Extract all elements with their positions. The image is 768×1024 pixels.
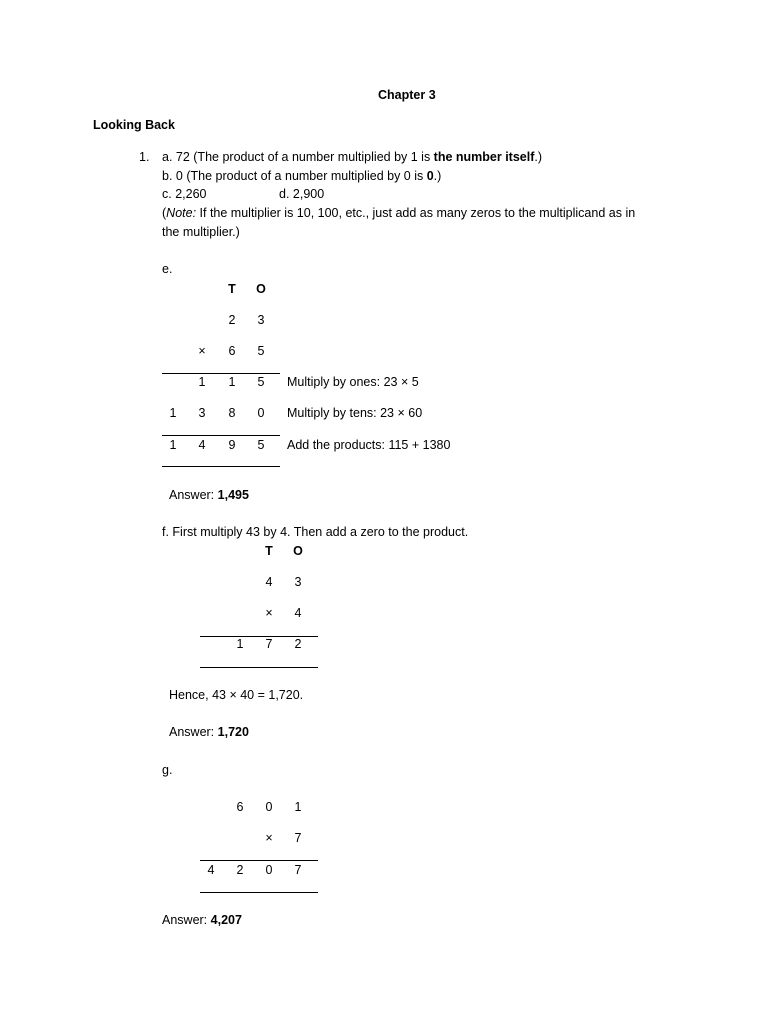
part-e-partial1-digit: 5 [257,375,265,389]
part-f-multiplicand-digit: 3 [294,575,302,589]
item-b-bold: 0 [426,169,434,183]
part-e-sum-digit: 9 [228,438,236,452]
part-e-partial1-digit: 1 [198,375,206,389]
note-open: ( [162,206,167,220]
part-f-answer-value: 1,720 [217,725,249,739]
item-number: 1. [139,150,150,164]
part-g-rule-2 [200,892,318,893]
item-b [162,169,441,184]
part-e-sum-digit: 4 [198,438,206,452]
item-c: c. 2,260 [162,187,207,201]
chapter-title: Chapter 3 [378,88,436,102]
part-e-times-sign: × [198,344,206,358]
item-a [162,150,542,165]
part-e-multiplier-digit: 6 [228,344,236,358]
part-g-label: g. [162,763,173,777]
part-f-header-ones: O [293,544,303,558]
part-f-label: f. First multiply 43 by 4. Then add a zero to the product. [162,525,469,539]
part-e-answer [169,488,249,503]
part-e-header-ones: O [256,282,266,296]
part-e-partial2-digit: 0 [257,406,265,420]
part-g-product-digit: 7 [294,863,302,877]
part-e-partial2-digit: 3 [198,406,206,420]
part-g-answer-value: 4,207 [210,913,242,927]
part-e-partial1-note: Multiply by ones: 23 × 5 [287,375,419,389]
part-f-times-sign: × [265,606,273,620]
part-g-rule-1 [200,860,318,861]
part-f-product-digit: 2 [294,637,302,651]
part-e-rule-1 [162,373,280,374]
part-g-product-digit: 0 [265,863,273,877]
part-e-rule-2 [162,435,280,436]
part-e-answer-label: Answer: [169,488,218,502]
part-g-times-sign: × [265,831,273,845]
part-e-sum-note: Add the products: 115 + 1380 [287,438,451,452]
part-f-hence: Hence, 43 × 40 = 1,720. [169,688,304,702]
part-f-rule-2 [200,667,318,668]
part-g-answer-label: Answer: [162,913,211,927]
part-f-answer [169,725,249,740]
part-f-product-digit: 1 [236,637,244,651]
part-e-answer-value: 1,495 [217,488,249,502]
note-line-1 [162,206,635,221]
part-e-sum-digit: 1 [169,438,177,452]
part-g-product-digit: 4 [207,863,215,877]
part-e-multiplicand-digit: 3 [257,313,265,327]
part-g-multiplicand-digit: 6 [236,800,244,814]
part-e-label: e. [162,262,173,276]
part-e-header-tens: T [228,282,236,296]
part-e-partial2-digit: 1 [169,406,177,420]
part-f-multiplicand-digit: 4 [265,575,273,589]
item-a-prefix: a. 72 (The product of a number multiplied by 1 is [162,150,434,164]
note-label: Note: [166,206,197,220]
part-g-multiplier-digit: 7 [294,831,302,845]
note-text-1: If the multiplier is 10, 100, etc., just add as many zeros to the multiplicand as in [196,206,636,220]
part-f-answer-label: Answer: [169,725,218,739]
part-f-product-digit: 7 [265,637,273,651]
part-e-rule-3 [162,466,280,467]
part-g-product-digit: 2 [236,863,244,877]
part-e-sum-digit: 5 [257,438,265,452]
part-e-multiplier-digit: 5 [257,344,265,358]
part-e-multiplicand-digit: 2 [228,313,236,327]
note-line-2: the multiplier.) [162,225,240,239]
part-g-multiplicand-digit: 1 [294,800,302,814]
item-b-suffix: .) [433,169,442,183]
item-a-bold: the number itself [433,150,535,164]
item-d: d. 2,900 [279,187,325,201]
part-f-multiplier-digit: 4 [294,606,302,620]
part-g-answer [162,913,242,928]
part-f-header-tens: T [265,544,273,558]
part-e-partial2-note: Multiply by tens: 23 × 60 [287,406,423,420]
item-a-suffix: .) [534,150,543,164]
part-e-partial1-digit: 1 [228,375,236,389]
part-g-multiplicand-digit: 0 [265,800,273,814]
item-b-prefix: b. 0 (The product of a number multiplied by 0 is [162,169,427,183]
part-e-partial2-digit: 8 [228,406,236,420]
section-title: Looking Back [93,118,175,132]
